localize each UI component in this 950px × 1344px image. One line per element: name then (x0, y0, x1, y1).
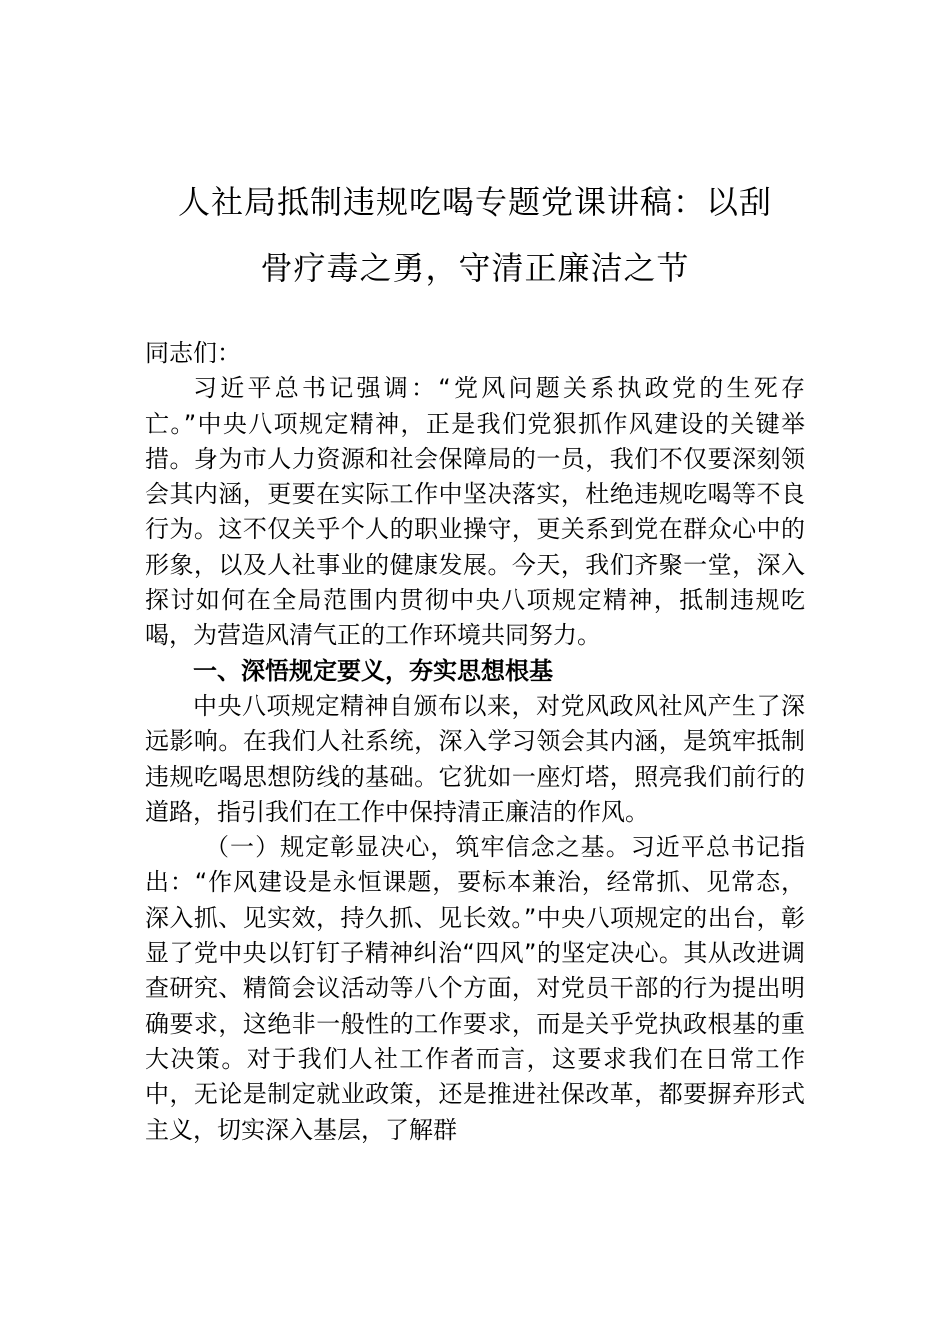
document-title-line-1: 人社局抵制违规吃喝专题党课讲稿：以刮 (177, 183, 772, 221)
document-body (145, 336, 805, 1148)
salutation: 同志们： (145, 339, 241, 367)
paragraph-subsection-1: （一）规定彰显决心，筑牢信念之基。习近平总书记指出：“作风建设是永恒课题，要标本兼治，经常抓、见常态，深入抓、见实效，持久抓、见长效。”中央八项规定的出台，彰显了党中央以钉钉子精神纠治“四风”的坚定决心。其从改进调查研究、精简会议活动等八个方面，对党员干部的行为提出明确要求，这绝非一般性的工作要求，而是关乎党执政根基的重大决策。对于我们人社工作者而言，这要求我们在日常工作中，无论是制定就业政策，还是推进社保改革，都要摒弃形式主义，切实深入基层，了解群 (145, 833, 805, 1144)
document-title-line-2: 骨疗毒之勇，守清正廉洁之节 (260, 249, 690, 287)
paragraph-section-1: 中央八项规定精神自颁布以来，对党风政风社风产生了深远影响。在我们人社系统，深入学习领会其内涵，是筑牢抵制违规吃喝思想防线的基础。它犹如一座灯塔，照亮我们前行的道路，指引我们在工作中保持清正廉洁的作风。 (145, 691, 805, 826)
paragraph-intro: 习近平总书记强调：“党风问题关系执政党的生死存亡。”中央八项规定精神，正是我们党狠抓作风建设的关键举措。身为市人力资源和社会保障局的一员，我们不仅要深刻领会其内涵，更要在实际工作中坚决落实，杜绝违规吃喝等不良行为。这不仅关乎个人的职业操守，更关系到党在群众心中的形象，以及人社事业的健康发展。今天，我们齐聚一堂，深入探讨如何在全局范围内贯彻中央八项规定精神，抵制违规吃喝，为营造风清气正的工作环境共同努力。 (145, 374, 805, 650)
section-heading-1: 一、深悟规定要义，夯实思想根基 (193, 656, 553, 685)
